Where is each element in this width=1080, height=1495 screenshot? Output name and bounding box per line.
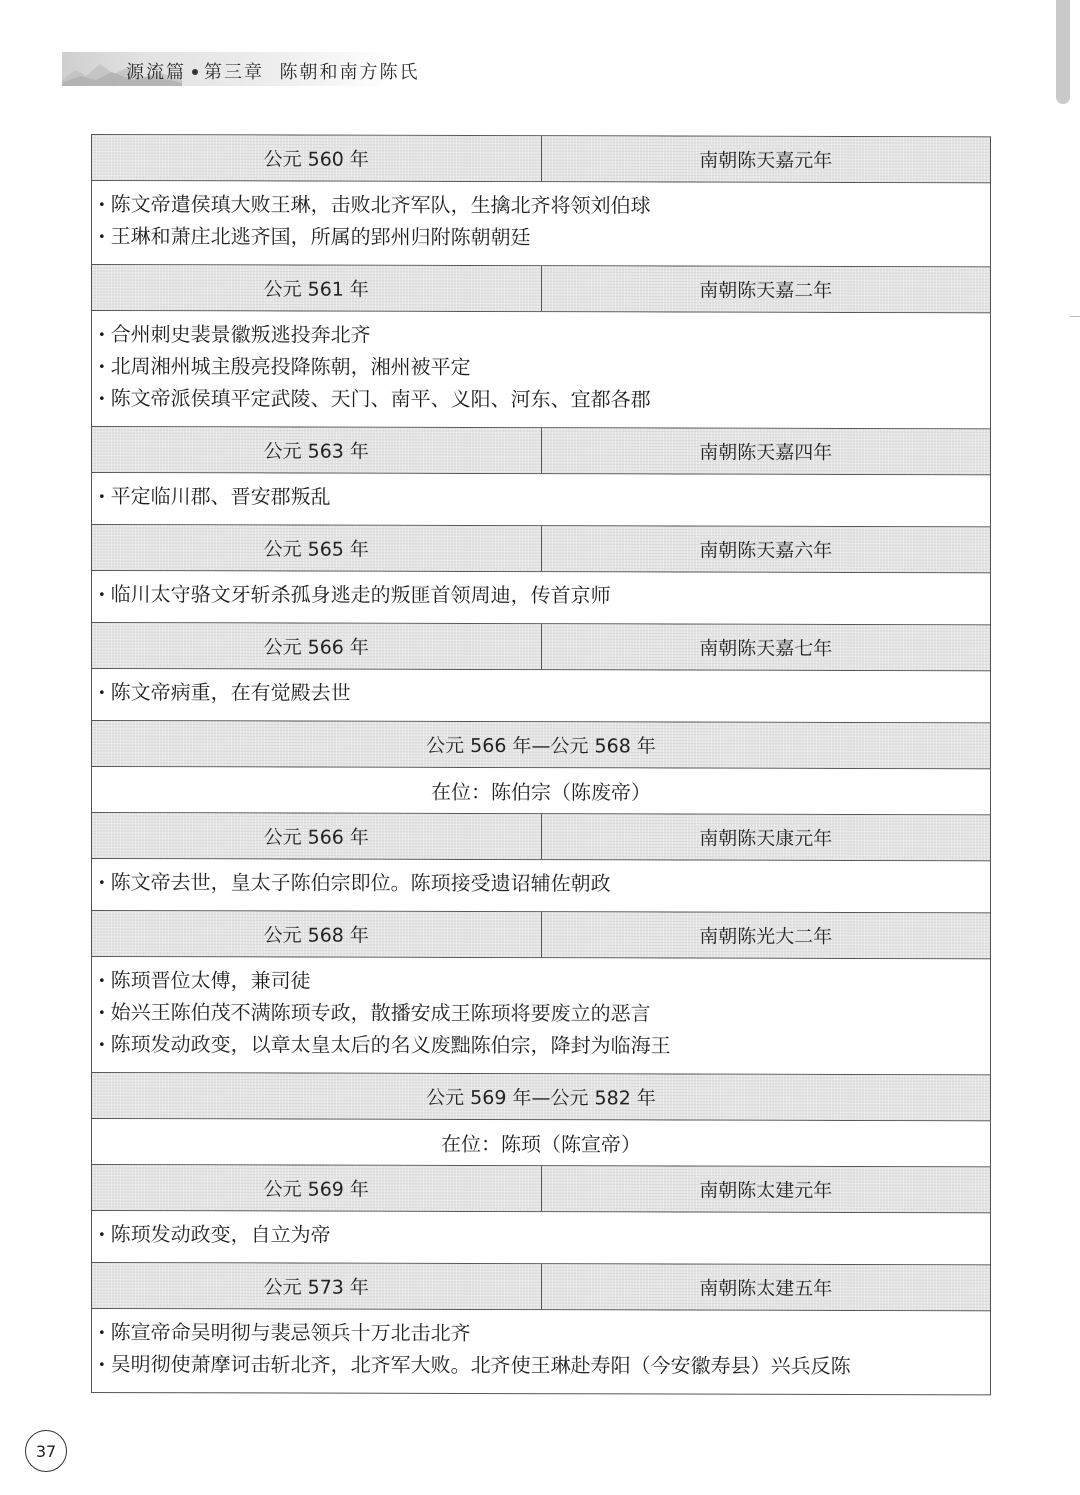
era-cell: 南朝陈太建元年 — [541, 1166, 991, 1212]
header-chapter: 第三章 — [204, 62, 264, 83]
timeline-header-row — [92, 265, 990, 313]
events-row — [92, 1309, 990, 1395]
edge-mark — [1070, 316, 1080, 317]
event-item: • 王琳和萧庄北逃齐国，所属的郢州归附陈朝朝廷 — [98, 222, 990, 256]
year-cell: 公元 560 年 — [263, 148, 369, 171]
event-item: • 陈文帝遣侯瑱大败王琳，击败北齐军队，生擒北齐将领刘伯球 — [98, 190, 990, 224]
running-header — [126, 58, 419, 84]
timeline-header-row — [92, 525, 990, 573]
era-cell: 南朝陈天康元年 — [541, 814, 991, 860]
timeline-table — [91, 134, 991, 1395]
era-cell: 南朝陈天嘉二年 — [541, 266, 991, 312]
event-item: • 吴明彻使萧摩诃击斩北齐，北齐军大败。北齐使王琳赴寿阳（今安徽寿县）兴兵反陈 — [98, 1350, 990, 1384]
timeline-header-row — [92, 1263, 990, 1311]
timeline-header-row — [92, 427, 990, 475]
reign-ruler-row — [92, 1119, 990, 1167]
reign-ruler-row — [92, 767, 990, 815]
reign-ruler: 在位：陈伯宗（陈废帝） — [431, 779, 651, 805]
events-row — [92, 957, 990, 1075]
timeline-header-row — [92, 813, 990, 861]
event-item: • 始兴王陈伯茂不满陈顼专政，散播安成王陈顼将要废立的恶言 — [98, 998, 990, 1032]
year-cell: 公元 565 年 — [263, 538, 369, 561]
events-row — [92, 571, 990, 625]
events-row — [92, 473, 990, 527]
event-item: • 陈宣帝命吴明彻与裴忌领兵十万北击北齐 — [98, 1318, 990, 1352]
header-separator-icon — [192, 69, 198, 75]
era-cell: 南朝陈天嘉元年 — [541, 136, 991, 182]
header-section: 源流篇 — [126, 62, 186, 83]
era-cell: 南朝陈太建五年 — [541, 1264, 991, 1310]
event-item: • 陈顼发动政变，自立为帝 — [98, 1220, 990, 1254]
event-item: • 陈文帝去世，皇太子陈伯宗即位。陈顼接受遗诏辅佐朝政 — [98, 868, 990, 902]
reign-period: 公元 569 年—公元 582 年 — [426, 1086, 656, 1110]
events-row — [92, 669, 990, 723]
year-cell: 公元 573 年 — [263, 1276, 369, 1299]
year-cell: 公元 569 年 — [263, 1178, 369, 1201]
event-item: • 陈文帝派侯瑱平定武陵、天门、南平、义阳、河东、宜都各郡 — [98, 384, 990, 418]
header-title: 陈朝和南方陈氏 — [279, 62, 420, 83]
event-item: • 陈顼晋位太傅，兼司徒 — [98, 966, 990, 1000]
timeline-header-row — [92, 1165, 990, 1213]
era-cell: 南朝陈天嘉六年 — [541, 526, 991, 572]
era-cell: 南朝陈天嘉七年 — [541, 624, 991, 670]
events-row — [92, 1211, 990, 1265]
events-row — [92, 859, 990, 913]
year-cell: 公元 568 年 — [263, 924, 369, 947]
era-cell: 南朝陈天嘉四年 — [541, 428, 991, 474]
page-number: 37 — [25, 1430, 67, 1472]
reign-period-row — [92, 721, 990, 769]
era-cell: 南朝陈光大二年 — [541, 912, 991, 958]
timeline-header-row — [92, 623, 990, 671]
events-row — [92, 181, 990, 267]
year-cell: 公元 561 年 — [263, 278, 369, 301]
reign-period: 公元 566 年—公元 568 年 — [426, 734, 656, 758]
event-item: • 陈文帝病重，在有觉殿去世 — [98, 678, 990, 712]
events-row — [92, 311, 990, 429]
timeline-header-row — [92, 911, 990, 959]
event-item: • 平定临川郡、晋安郡叛乱 — [98, 482, 990, 516]
event-item: • 临川太守骆文牙斩杀孤身逃走的叛匪首领周迪，传首京师 — [98, 580, 990, 614]
scrollbar[interactable] — [1056, 0, 1070, 104]
event-item: • 合州刺史裴景徽叛逃投奔北齐 — [98, 320, 990, 354]
year-cell: 公元 566 年 — [263, 826, 369, 849]
event-item: • 陈顼发动政变，以章太皇太后的名义废黜陈伯宗，降封为临海王 — [98, 1030, 990, 1064]
reign-ruler: 在位：陈顼（陈宣帝） — [441, 1131, 641, 1157]
timeline-header-row — [92, 135, 990, 183]
event-item: • 北周湘州城主殷亮投降陈朝，湘州被平定 — [98, 352, 990, 386]
year-cell: 公元 563 年 — [263, 440, 369, 463]
year-cell: 公元 566 年 — [263, 636, 369, 659]
reign-period-row — [92, 1073, 990, 1121]
